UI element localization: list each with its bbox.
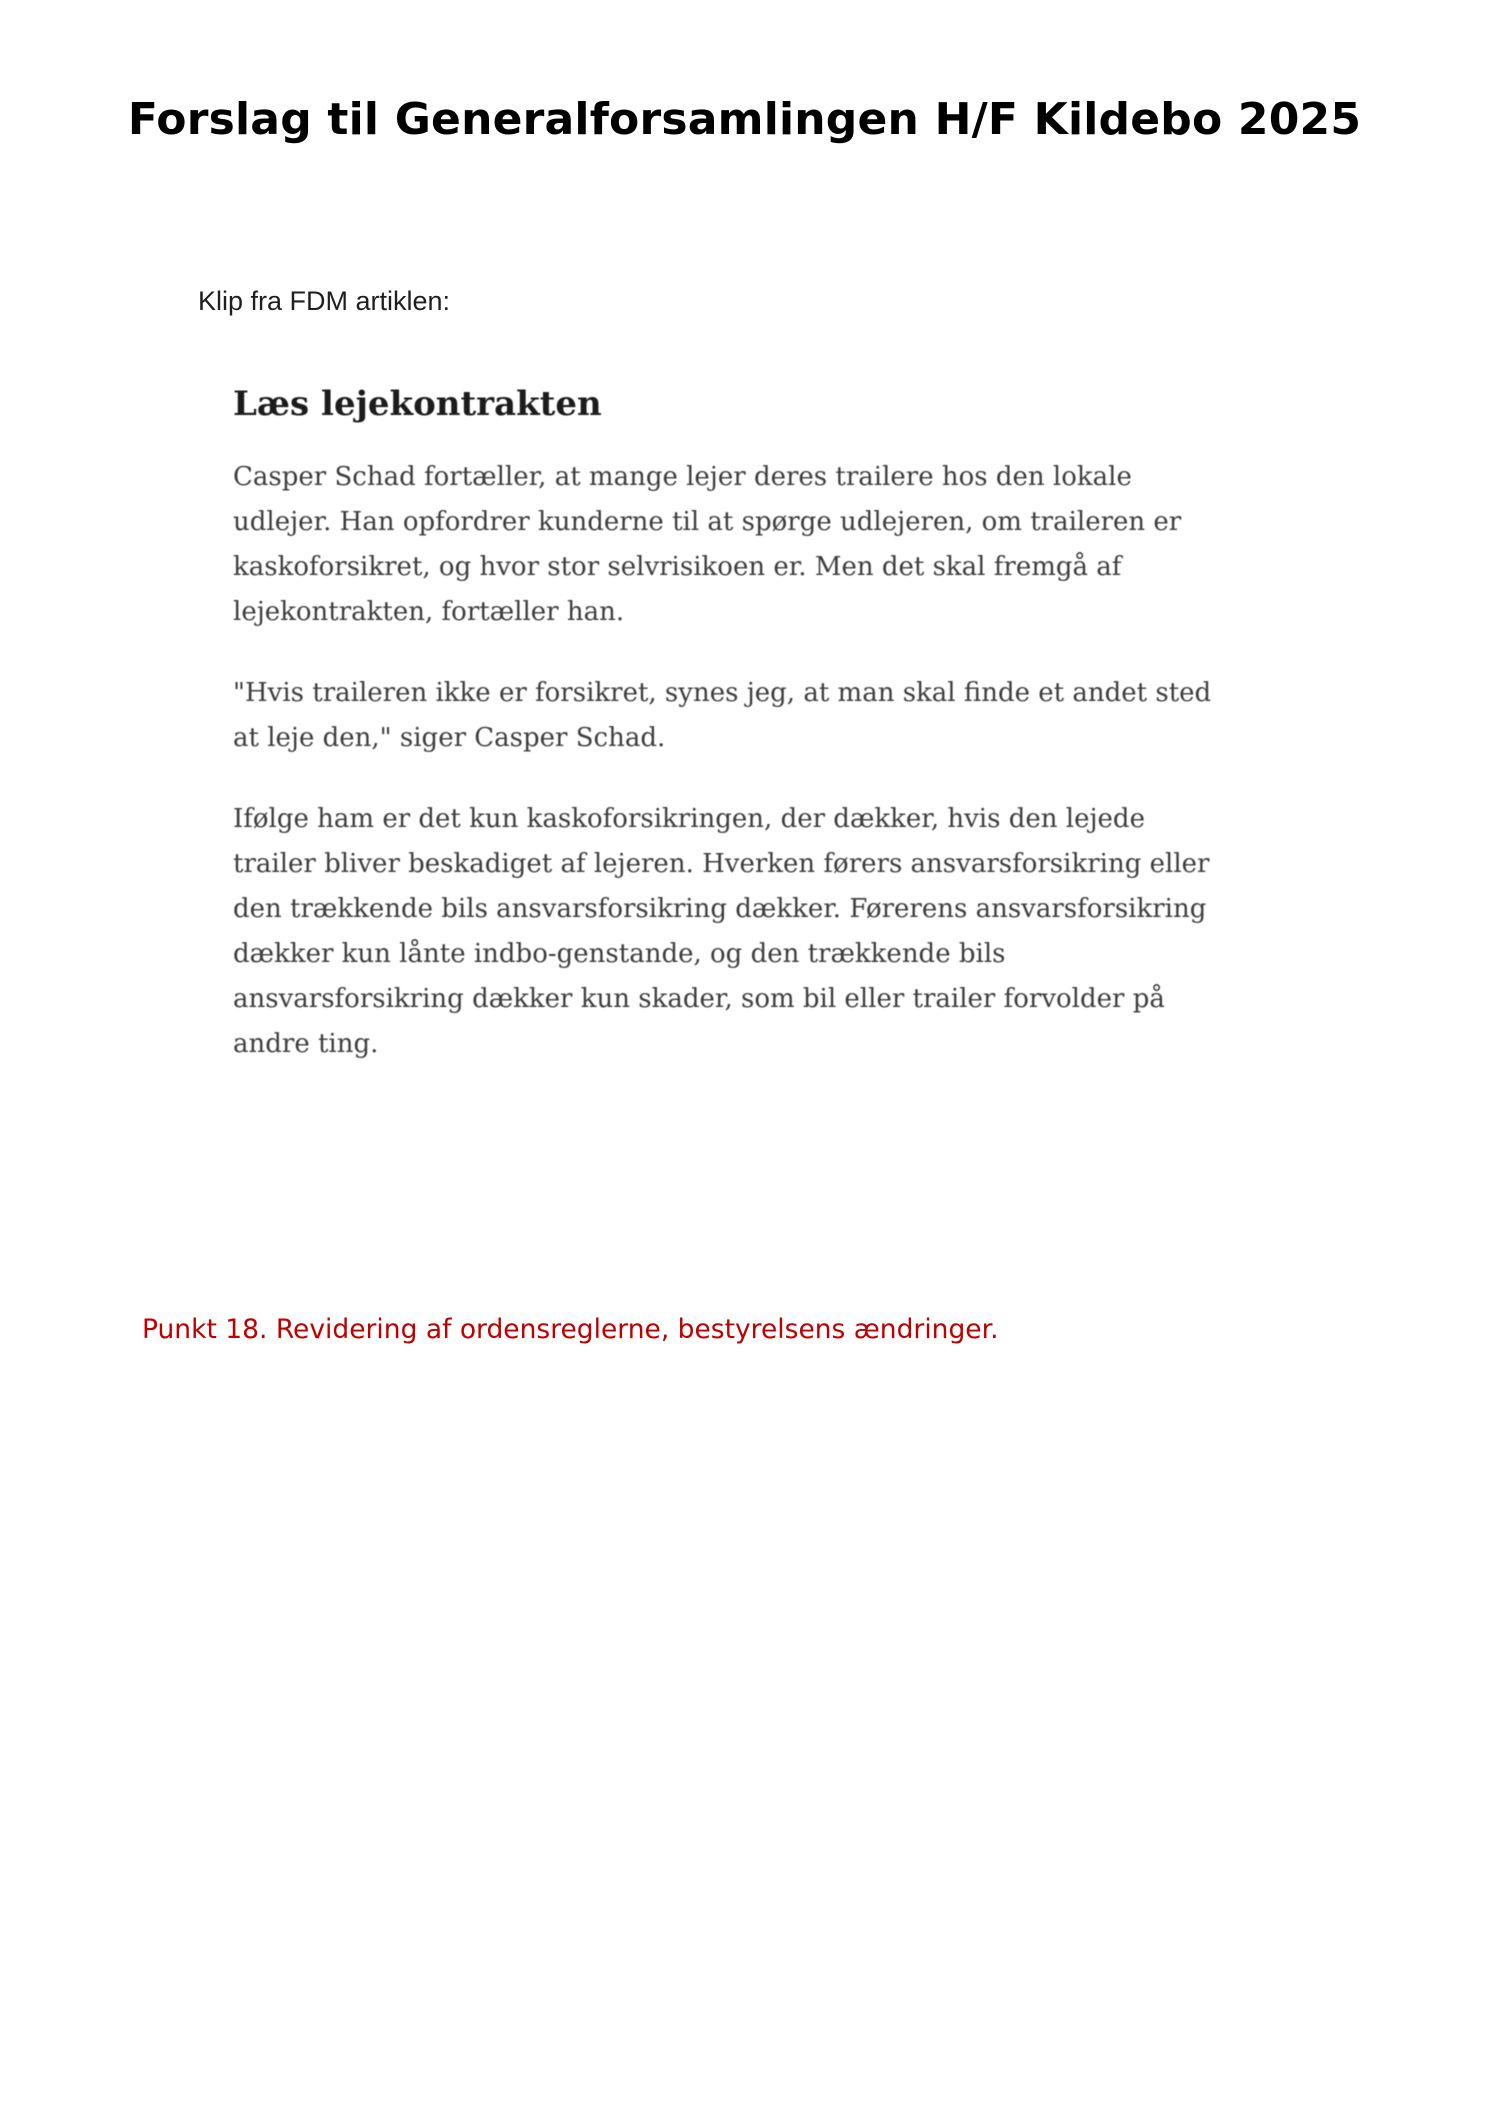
article-paragraph-3 — [233, 797, 1243, 1067]
article-line: andre ting. — [233, 1029, 379, 1059]
article-heading: Læs lejekontrakten — [233, 384, 602, 424]
article-line: Casper Schad fortæller, at mange lejer deres trailere hos den lokale — [233, 462, 1132, 492]
clip-label: Klip fra FDM artiklen: — [198, 286, 451, 316]
article-line: Ifølge ham er det kun kaskoforsikringen, der dækker, hvis den lejede — [233, 804, 1145, 834]
article-paragraph-1 — [233, 455, 1243, 635]
article-paragraph-2 — [233, 671, 1243, 761]
article-line: at leje den," siger Casper Schad. — [233, 723, 666, 753]
article-line: dækker kun lånte indbo-genstande, og den trækkende bils — [233, 939, 1006, 969]
article-line: ansvarsforsikring dækker kun skader, som bil eller trailer forvolder på — [233, 984, 1165, 1014]
page-title: Forslag til Generalforsamlingen H/F Kildebo 2025 — [127, 94, 1362, 145]
agenda-item-18: Punkt 18. Revidering af ordensreglerne, bestyrelsens ændringer. — [142, 1314, 999, 1345]
article-line: "Hvis traileren ikke er forsikret, synes jeg, at man skal finde et andet sted — [233, 678, 1212, 708]
article-line: lejekontrakten, fortæller han. — [233, 597, 625, 627]
article-line: den trækkende bils ansvarsforsikring dækker. Førerens ansvarsforsikring — [233, 894, 1207, 924]
article-line: kaskoforsikret, og hvor stor selvrisikoen er. Men det skal fremgå af — [233, 552, 1122, 582]
article-line: trailer bliver beskadiget af lejeren. Hverken førers ansvarsforsikring eller — [233, 849, 1210, 879]
article-clipping — [233, 380, 1243, 1103]
article-line: udlejer. Han opfordrer kunderne til at spørge udlejeren, om traileren er — [233, 507, 1182, 537]
